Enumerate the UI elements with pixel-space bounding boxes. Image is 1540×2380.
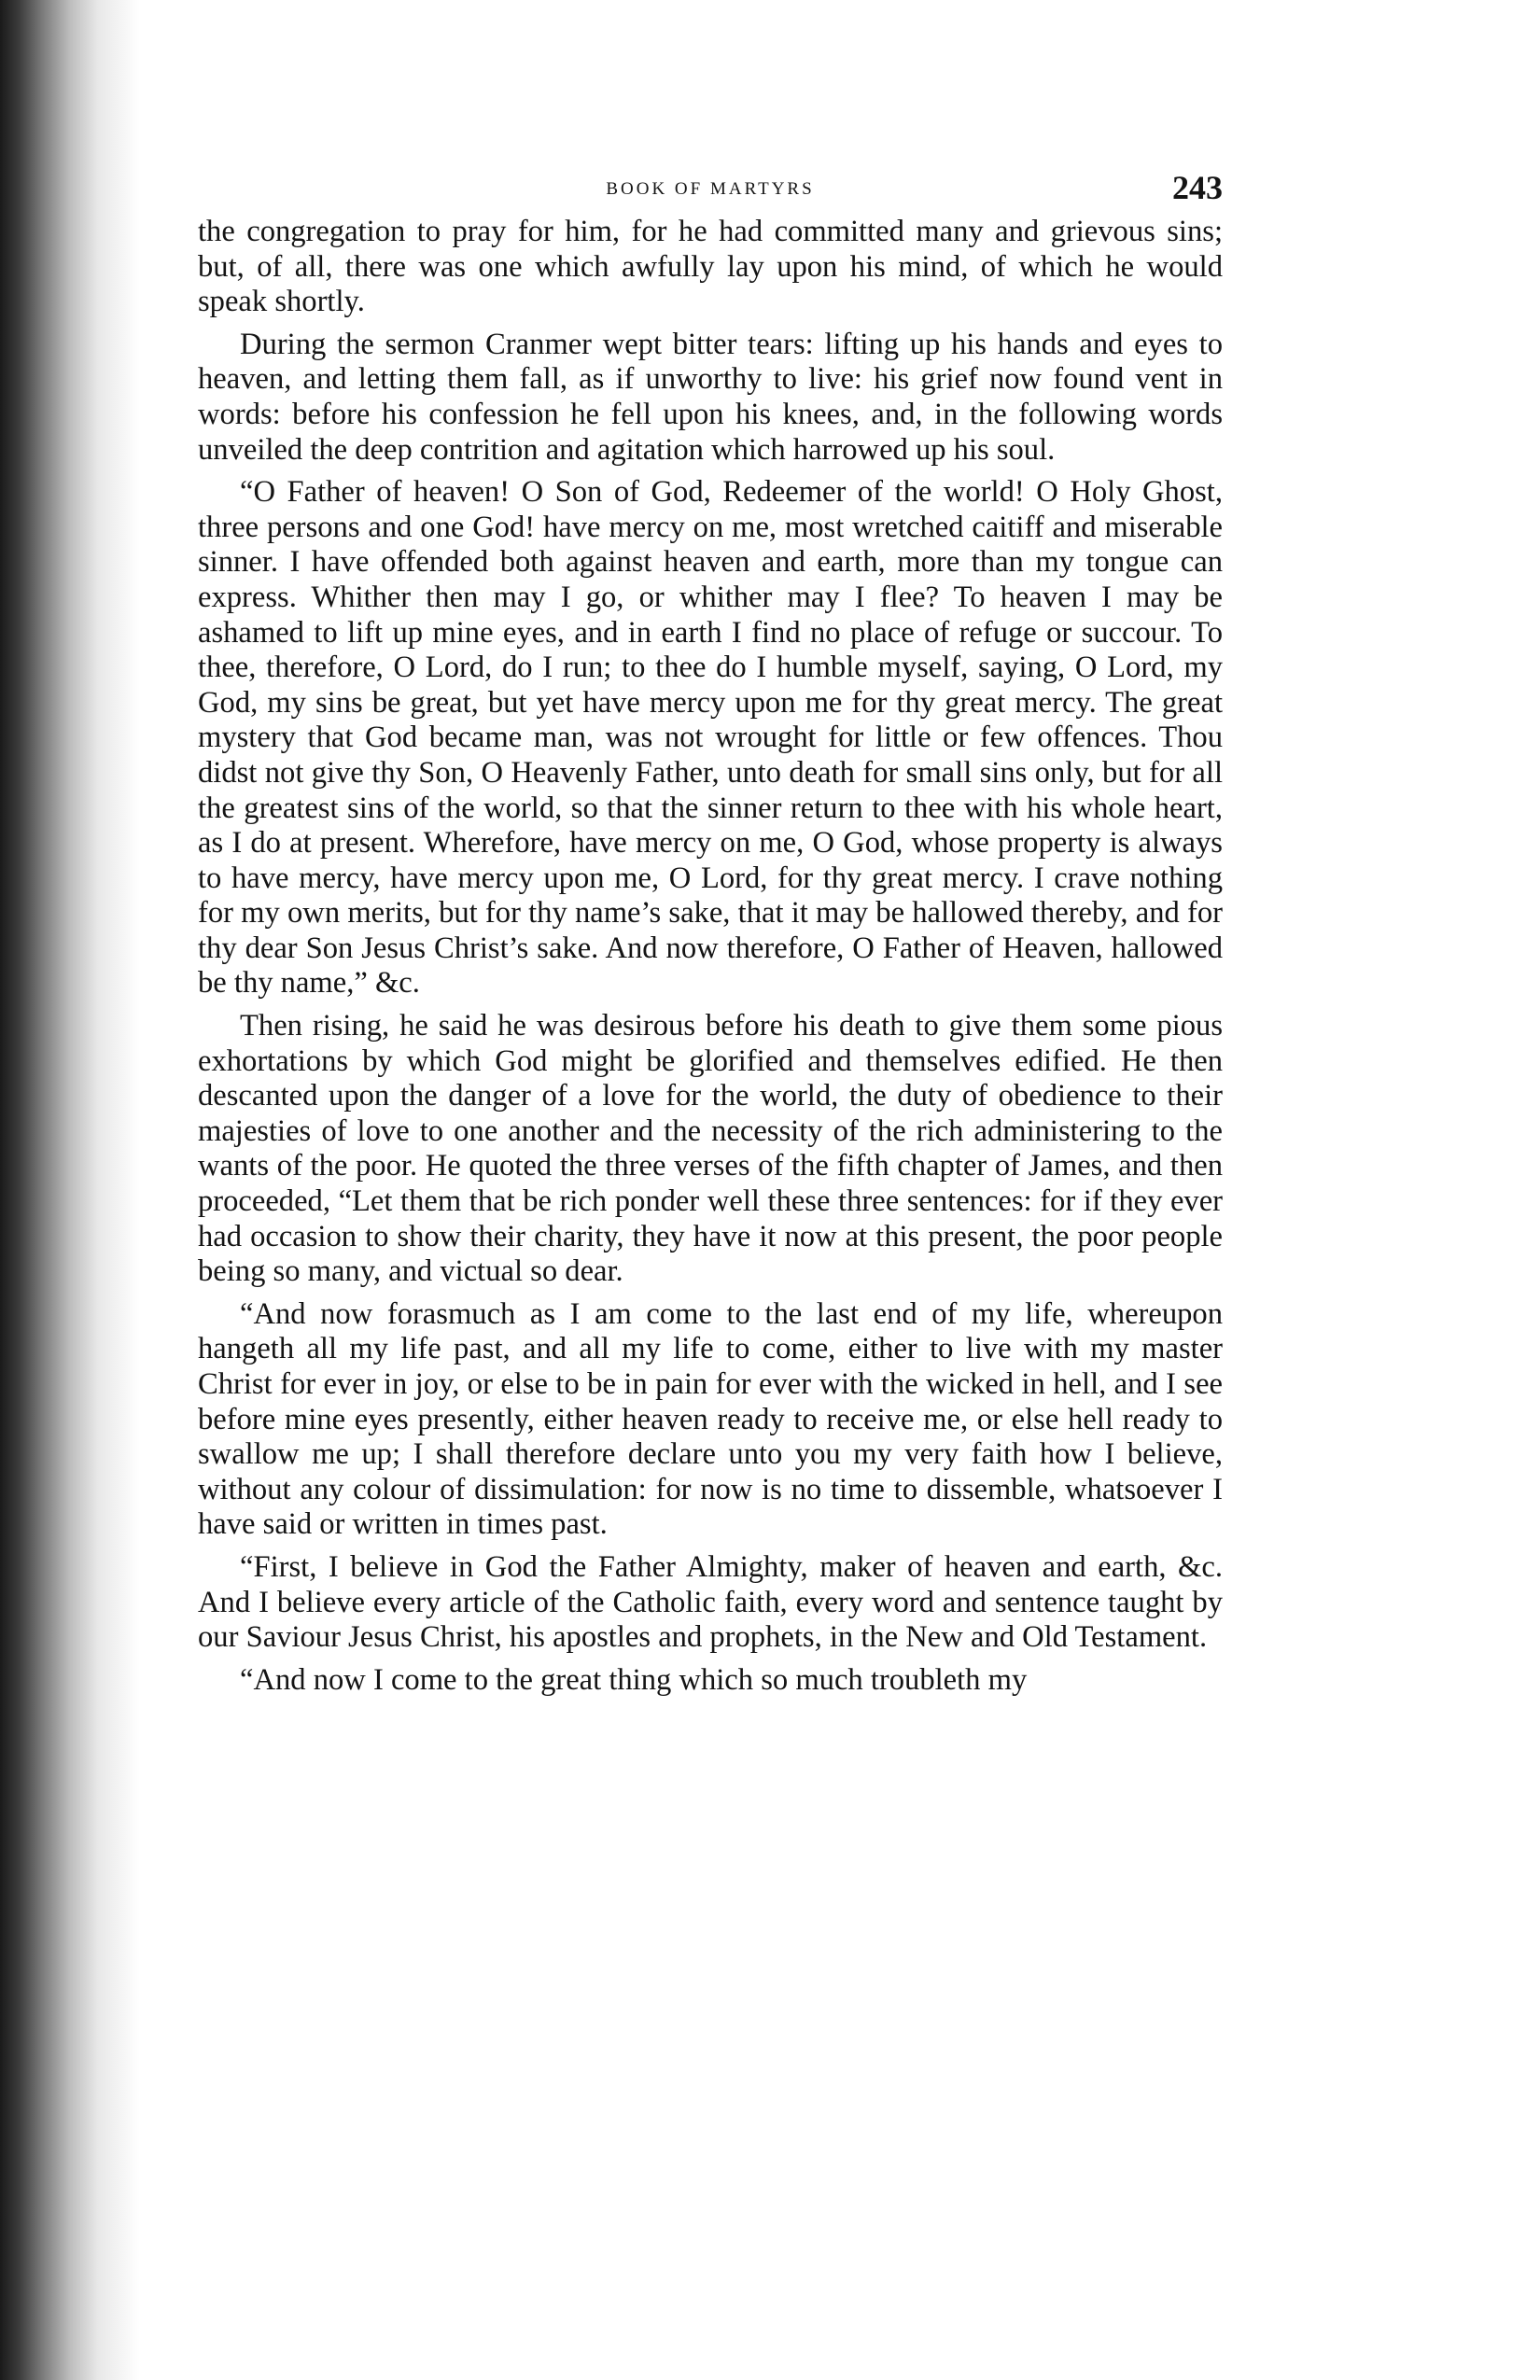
paragraph-sermon: During the sermon Cranmer wept bitter tears: lifting up his hands and eyes to heaven, and letting them fall, as if unworthy to live: his grief now found vent in words: before his confession he fell upon his knees, and, in the following words unveiled the deep contrition and agitation which harrowed up his soul. bbox=[198, 327, 1223, 467]
running-header bbox=[198, 168, 1223, 215]
book-page bbox=[198, 168, 1223, 1705]
paragraph-continuation: the congregation to pray for him, for he had committed many and grievous sins; but, of all, there was one which awfully lay upon his mind, of which he would speak shortly. bbox=[198, 215, 1223, 319]
scan-page-edge bbox=[0, 0, 140, 2380]
page-number: 243 bbox=[1172, 169, 1223, 206]
paragraph-exhortation: Then rising, he said he was desirous before his death to give them some pious exhortations by which God might be glorified and themselves edified. He then descanted upon the danger of a love for the world, the duty of obedience to their majesties of love to one another and the necessity of the rich administering to the wants of the poor. He quoted the three verses of the fifth chapter of James, and then proceeded, “Let them that be rich ponder well these three sentences: for if they ever had occasion to show their charity, they have it now at this present, the poor people being so many, and victual so dear. bbox=[198, 1009, 1223, 1289]
paragraph-great-thing: “And now I come to the great thing which so much troubleth my bbox=[240, 1662, 1028, 1697]
running-title: BOOK OF MARTYRS bbox=[606, 179, 815, 199]
paragraph-last-end: “And now forasmuch as I am come to the last end of my life, whereupon hangeth all my life past, and all my life to come, either to live with my master Christ for ever in joy, or else to be in pain for ever with the wicked in hell, and I see before mine eyes presently, either heaven ready to receive me, or else hell ready to swallow me up; I shall therefore declare unto you my very faith how I believe, without any colour of dissimulation: for now is no time to dissemble, whatsoever I have said or written in times past. bbox=[198, 1296, 1223, 1542]
paragraph-prayer: “O Father of heaven! O Son of God, Redeemer of the world! O Holy Ghost, three persons and one God! have mercy on me, most wretched caitiff and miserable sinner. I have offended both against heaven and earth, more than my tongue can express. Whither then may I go, or whither may I flee? To heaven I may be ashamed to lift up mine eyes, and in earth I find no place of refuge or succour. To thee, therefore, O Lord, do I run; to thee do I humble myself, saying, O Lord, my God, my sins be great, but yet have mercy upon me for thy great mercy. The great mystery that God became man, was not wrought for little or few offences. Thou didst not give thy Son, O Heavenly Father, unto death for small sins only, but for all the greatest sins of the world, so that the sinner return to thee with his whole heart, as I do at present. Wherefore, have mercy on me, O God, whose property is always to have mercy, have mercy upon me, O Lord, for thy great mercy. I crave nothing for my own merits, but for thy name’s sake, that it may be hallowed thereby, and for thy dear Son Jesus Christ’s sake. And now therefore, O Father of Heaven, hallowed be thy name,” &c. bbox=[198, 475, 1223, 1001]
paragraph-creed: “First, I believe in God the Father Almighty, maker of heaven and earth, &c. And I believe every article of the Catholic faith, every word and sentence taught by our Saviour Jesus Christ, his apostles and prophets, in the New and Old Testament. bbox=[198, 1549, 1223, 1655]
